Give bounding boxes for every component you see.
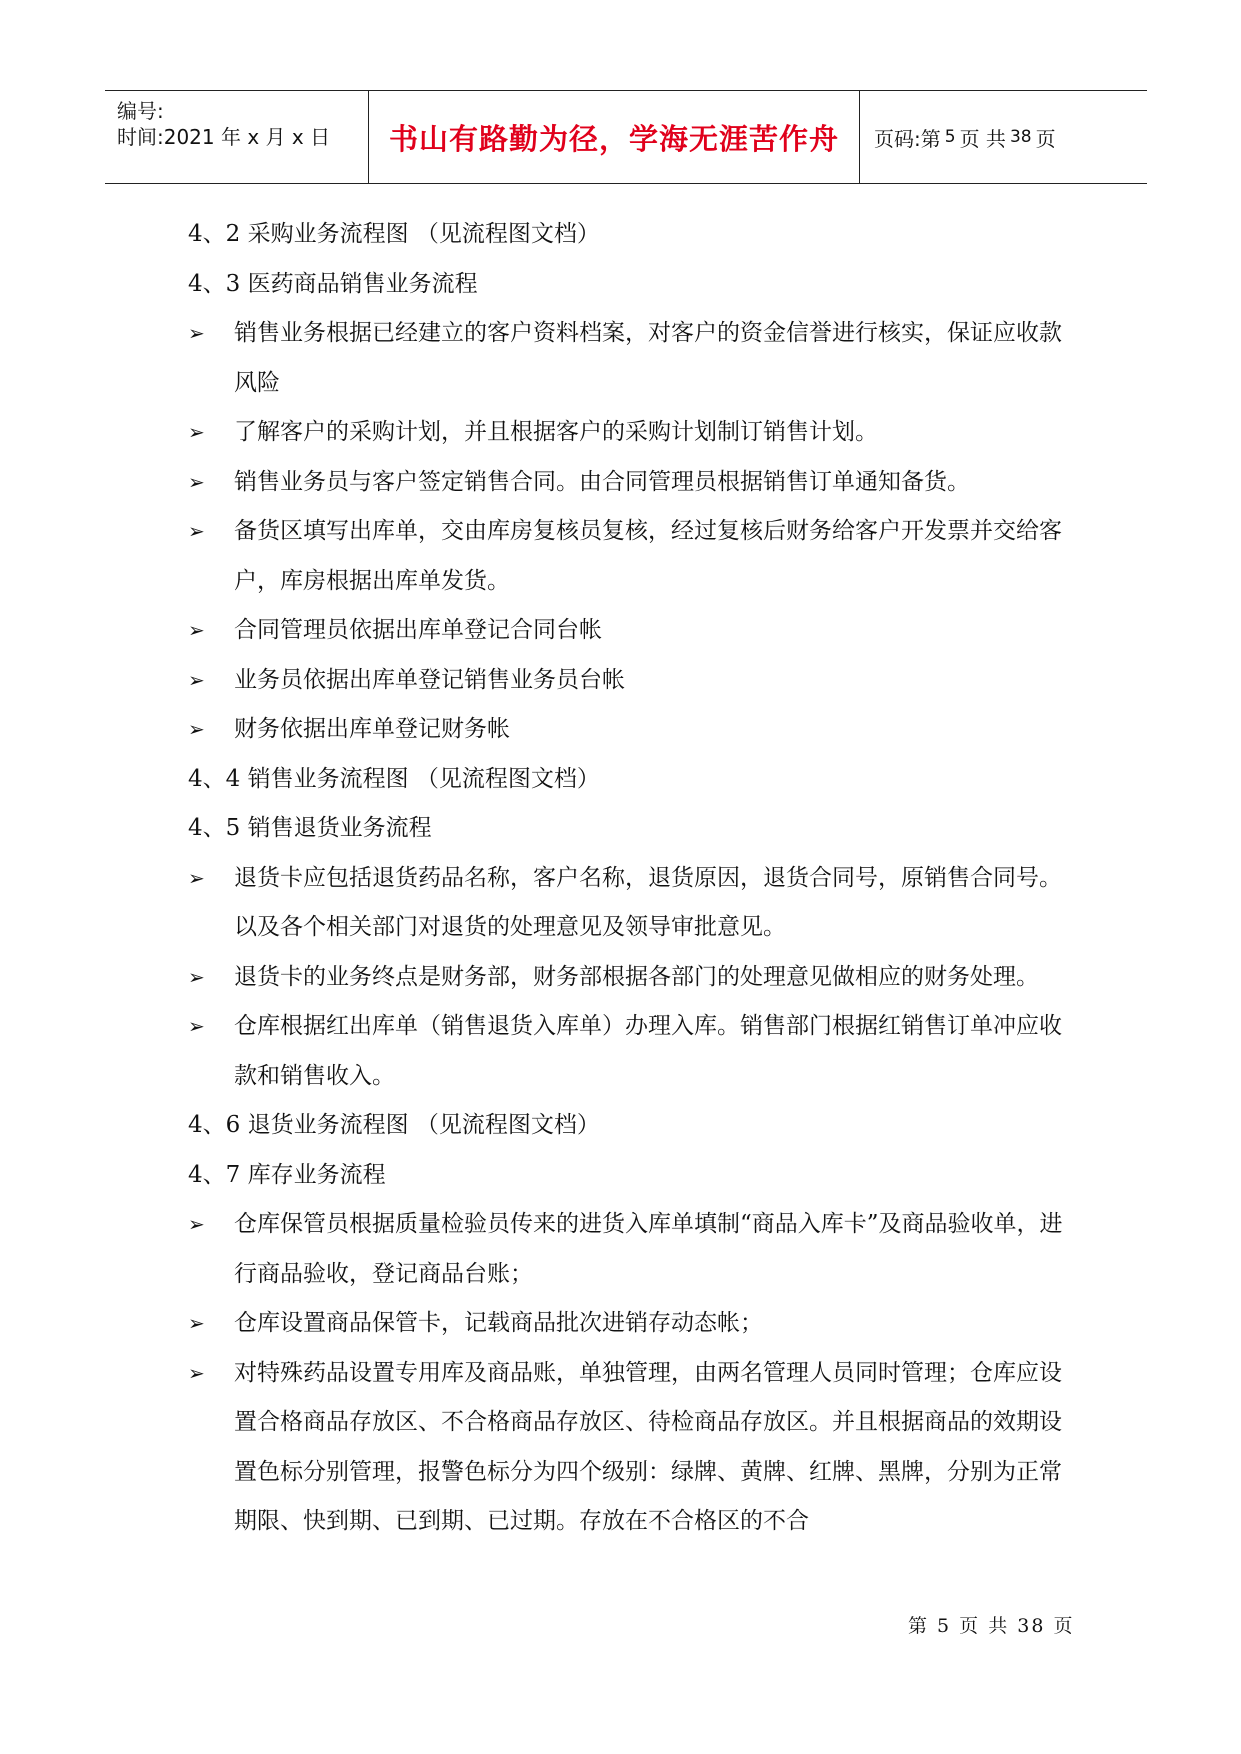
list-item xyxy=(188,1002,1068,1101)
list-item-text: 仓库根据红出库单（销售退货入库单）办理入库。销售部门根据红销售订单冲应收款和销售收入。 xyxy=(234,1013,1062,1089)
page-suffix: 页 xyxy=(1035,126,1056,151)
page-header xyxy=(105,90,1147,184)
list-item-text: 合同管理员依据出库单登记合同台帐 xyxy=(234,617,602,643)
list-item xyxy=(188,953,1068,1003)
arrow-bullet-icon: ➢ xyxy=(188,865,205,890)
list-item xyxy=(188,656,1068,706)
page-mid: 页 共 xyxy=(959,126,1006,151)
section-heading: 4、6 退货业务流程图 （见流程图文档） xyxy=(188,1112,600,1138)
arrow-bullet-icon: ➢ xyxy=(188,667,205,692)
document-body xyxy=(188,210,1068,1547)
list-item-text: 退货卡应包括退货药品名称，客户名称，退货原因，退货合同号，原销售合同号。以及各个相关部门对退货的处理意见及领导审批意见。 xyxy=(234,864,1062,940)
list-item-text: 仓库设置商品保管卡，记载商品批次进销存动态帐； xyxy=(234,1310,763,1336)
list-item xyxy=(188,606,1068,656)
arrow-bullet-icon: ➢ xyxy=(188,519,205,543)
arrow-bullet-icon: ➢ xyxy=(188,1311,205,1335)
header-motto: 书山有路勤为径，学海无涯苦作舟 xyxy=(369,91,860,183)
section-heading: 4、7 库存业务流程 xyxy=(188,1161,386,1188)
list-item-text: 对特殊药品设置专用库及商品账，单独管理，由两名管理人员同时管理；仓库应设置合格商品存放区、不合格商品存放区、待检商品存放区。并且根据商品的效期设置色标分别管理，报警色标分为四个级别：绿牌、黄牌、红牌、黑牌，分别为正常期限、快到期、已到期、已过期。存放在不合格区的不合 xyxy=(234,1359,1062,1534)
list-item-text: 销售业务根据已经建立的客户资料档案，对客户的资金信誉进行核实，保证应收款风险 xyxy=(234,320,1062,396)
section-heading: 4、3 医药商品销售业务流程 xyxy=(188,270,478,297)
list-item xyxy=(188,408,1068,458)
arrow-bullet-icon: ➢ xyxy=(188,1014,205,1038)
page-number: 5 xyxy=(944,127,956,147)
arrow-bullet-icon: ➢ xyxy=(188,717,205,741)
list-item xyxy=(188,705,1068,755)
list-item-text: 了解客户的采购计划，并且根据客户的采购计划制订销售计划。 xyxy=(234,419,878,445)
list-item xyxy=(188,1299,1068,1349)
list-item-text: 财务依据出库单登记财务帐 xyxy=(234,716,510,742)
list-item xyxy=(188,309,1068,408)
arrow-bullet-icon: ➢ xyxy=(188,469,205,494)
list-item xyxy=(188,507,1068,606)
arrow-bullet-icon: ➢ xyxy=(188,964,205,989)
arrow-bullet-icon: ➢ xyxy=(188,618,205,642)
arrow-bullet-icon: ➢ xyxy=(188,420,205,444)
section-heading: 4、2 采购业务流程图 （见流程图文档） xyxy=(188,221,600,247)
list-item-text: 销售业务员与客户签定销售合同。由合同管理员根据销售订单通知备货。 xyxy=(234,468,970,495)
section-heading: 4、4 销售业务流程图 （见流程图文档） xyxy=(188,765,600,792)
arrow-bullet-icon: ➢ xyxy=(188,1360,205,1385)
list-item-text: 仓库保管员根据质量检验员传来的进货入库单填制“商品入库卡”及商品验收单，进行商品验收，登记商品台账； xyxy=(234,1211,1063,1287)
list-item xyxy=(188,458,1068,508)
list-item-text: 退货卡的业务终点是财务部，财务部根据各部门的处理意见做相应的财务处理。 xyxy=(234,963,1039,990)
arrow-bullet-icon: ➢ xyxy=(188,321,205,345)
page-total: 38 xyxy=(1009,127,1032,147)
list-item xyxy=(188,854,1068,953)
list-item xyxy=(188,1349,1068,1547)
page-footer: 第 5 页 共 38 页 xyxy=(908,1615,1075,1637)
section-heading: 4、5 销售退货业务流程 xyxy=(188,815,432,841)
document-time: 时间:2021 年 x 月 x 日 xyxy=(117,125,331,149)
page-prefix: 页码:第 xyxy=(874,126,941,151)
header-meta xyxy=(105,91,369,183)
document-number-label: 编号: xyxy=(117,99,164,123)
list-item-text: 备货区填写出库单，交由库房复核员复核，经过复核后财务给客户开发票并交给客户，库房根据出库单发货。 xyxy=(234,518,1062,594)
list-item-text: 业务员依据出库单登记销售业务员台帐 xyxy=(234,666,625,693)
arrow-bullet-icon: ➢ xyxy=(188,1212,205,1236)
list-item xyxy=(188,1200,1068,1299)
header-page-info xyxy=(860,91,1147,183)
